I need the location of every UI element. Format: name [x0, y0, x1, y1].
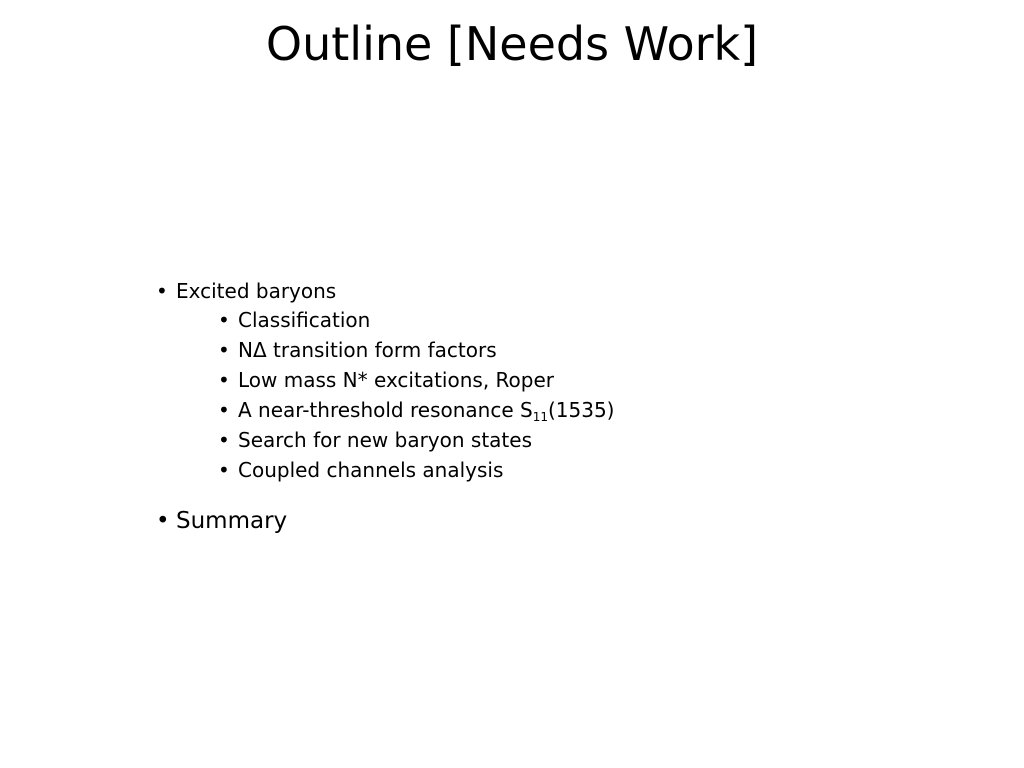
bullet-icon: • — [218, 398, 230, 422]
outline-subitem-low-mass-excitations — [156, 365, 856, 395]
outline-subitem-coupled-channels — [156, 455, 856, 485]
outline-subitem-near-threshold-resonance — [156, 395, 856, 425]
outline-item-label: Summary — [176, 508, 288, 534]
bullet-icon: • — [218, 368, 230, 392]
bullet-icon: • — [156, 508, 170, 534]
outline-subitem-label: Low mass N* excitations, Roper — [238, 368, 554, 392]
outline-item-excited-baryons — [156, 277, 856, 305]
bullet-icon: • — [156, 279, 168, 303]
slide-title: Outline [Needs Work] — [265, 17, 759, 71]
resonance-mass: (1535) — [547, 398, 615, 422]
outline-subitem-label: Coupled channels analysis — [238, 458, 504, 482]
outline-item-summary — [156, 505, 856, 537]
outline-subitem-search-new-states — [156, 425, 856, 455]
bullet-icon: • — [218, 428, 230, 452]
resonance-text-prefix: A near-threshold resonance S — [238, 398, 533, 422]
resonance-subscript: 11 — [532, 410, 548, 424]
outline-item-label: Excited baryons — [176, 279, 337, 303]
bullet-icon: • — [218, 458, 230, 482]
outline-subitem-transition-form-factors — [156, 335, 856, 365]
outline-list — [156, 277, 856, 537]
bullet-icon: • — [218, 338, 230, 362]
outline-subitem-label: NΔ transition form factors — [238, 338, 497, 362]
outline-subitem-label — [238, 398, 614, 422]
outline-subitem-label: Classification — [238, 308, 371, 332]
bullet-icon: • — [218, 308, 230, 332]
outline-subitem-classification — [156, 305, 856, 335]
outline-subitem-label: Search for new baryon states — [238, 428, 532, 452]
